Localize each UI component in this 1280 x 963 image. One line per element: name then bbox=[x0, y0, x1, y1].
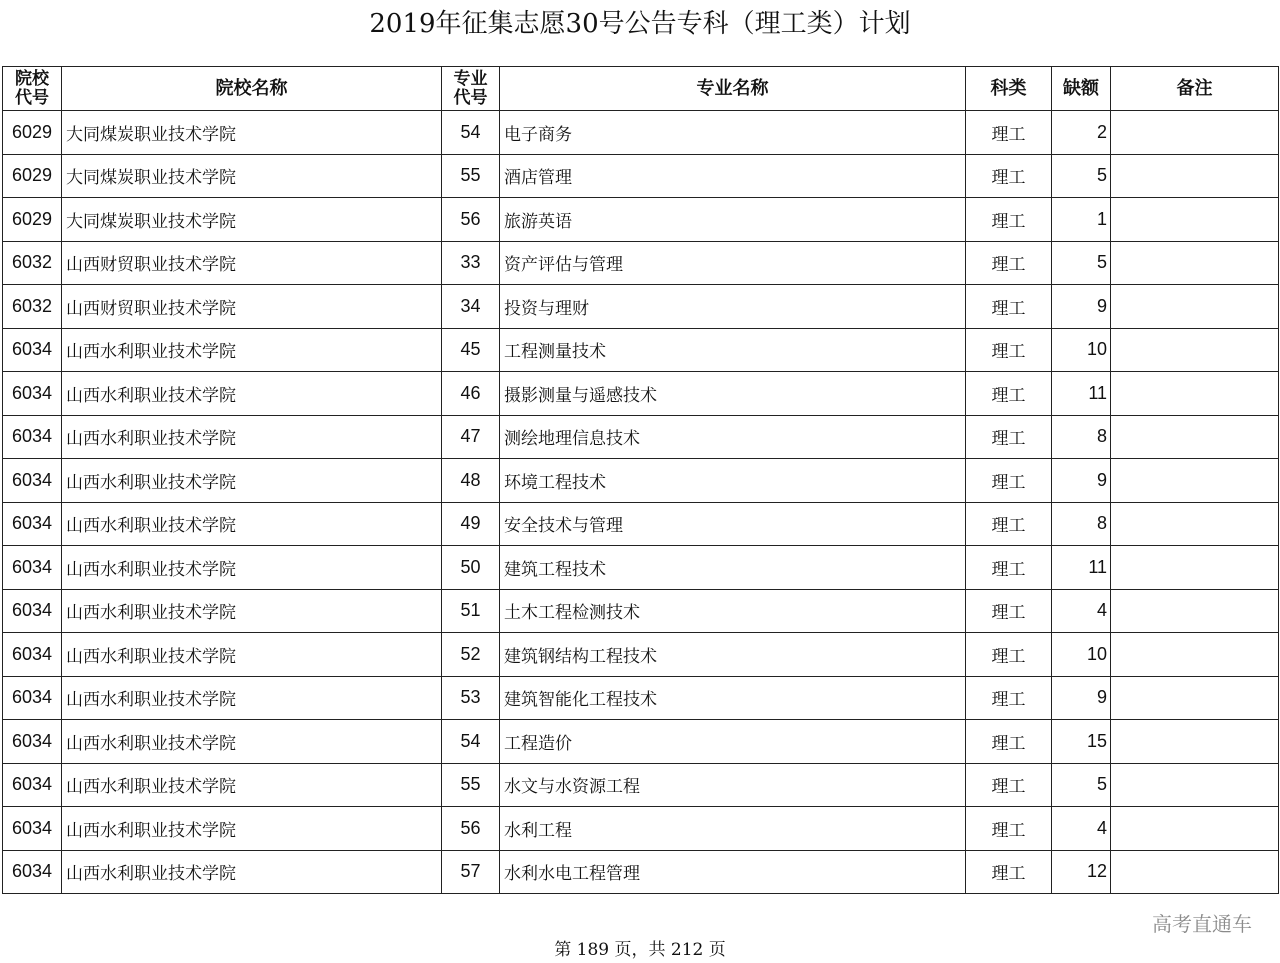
cell-category: 理工 bbox=[966, 807, 1052, 851]
cell-major-name: 工程造价 bbox=[500, 720, 966, 764]
cell-note bbox=[1111, 285, 1279, 329]
cell-school-name: 山西水利职业技术学院 bbox=[62, 676, 442, 720]
cell-major-name: 安全技术与管理 bbox=[500, 502, 966, 546]
cell-quota: 5 bbox=[1052, 241, 1111, 285]
cell-major-code: 54 bbox=[442, 111, 500, 155]
cell-school-name: 山西水利职业技术学院 bbox=[62, 328, 442, 372]
table-row bbox=[3, 720, 1279, 764]
cell-category: 理工 bbox=[966, 372, 1052, 416]
header-note: 备注 bbox=[1111, 67, 1279, 111]
cell-major-code: 56 bbox=[442, 807, 500, 851]
cell-major-name: 环境工程技术 bbox=[500, 459, 966, 503]
table-row bbox=[3, 241, 1279, 285]
cell-quota: 4 bbox=[1052, 807, 1111, 851]
cell-school-name: 山西水利职业技术学院 bbox=[62, 720, 442, 764]
cell-note bbox=[1111, 502, 1279, 546]
cell-school-name: 大同煤炭职业技术学院 bbox=[62, 111, 442, 155]
cell-school-code: 6034 bbox=[3, 459, 62, 503]
cell-major-code: 50 bbox=[442, 546, 500, 590]
cell-school-name: 山西水利职业技术学院 bbox=[62, 459, 442, 503]
cell-quota: 1 bbox=[1052, 198, 1111, 242]
page-footer: 第 189 页，共 212 页 bbox=[554, 940, 726, 960]
cell-school-code: 6034 bbox=[3, 372, 62, 416]
cell-major-code: 51 bbox=[442, 589, 500, 633]
cell-category: 理工 bbox=[966, 589, 1052, 633]
cell-major-code: 57 bbox=[442, 850, 500, 894]
cell-quota: 11 bbox=[1052, 546, 1111, 590]
table-row bbox=[3, 763, 1279, 807]
cell-major-name: 土木工程检测技术 bbox=[500, 589, 966, 633]
cell-school-code: 6029 bbox=[3, 154, 62, 198]
cell-category: 理工 bbox=[966, 328, 1052, 372]
cell-category: 理工 bbox=[966, 546, 1052, 590]
cell-category: 理工 bbox=[966, 111, 1052, 155]
cell-category: 理工 bbox=[966, 720, 1052, 764]
cell-major-code: 46 bbox=[442, 372, 500, 416]
cell-note bbox=[1111, 763, 1279, 807]
table-row bbox=[3, 546, 1279, 590]
table-row bbox=[3, 154, 1279, 198]
cell-quota: 10 bbox=[1052, 633, 1111, 677]
watermark: 高考直通车 bbox=[1152, 912, 1252, 936]
cell-school-code: 6034 bbox=[3, 633, 62, 677]
page-title: 2019年征集志愿30号公告专科（理工类）计划 bbox=[369, 9, 911, 39]
cell-major-name: 测绘地理信息技术 bbox=[500, 415, 966, 459]
table-body bbox=[3, 111, 1279, 894]
cell-school-name: 山西水利职业技术学院 bbox=[62, 546, 442, 590]
cell-school-name: 山西水利职业技术学院 bbox=[62, 372, 442, 416]
cell-school-name: 山西水利职业技术学院 bbox=[62, 589, 442, 633]
cell-quota: 4 bbox=[1052, 589, 1111, 633]
cell-quota: 8 bbox=[1052, 502, 1111, 546]
cell-major-name: 摄影测量与遥感技术 bbox=[500, 372, 966, 416]
cell-quota: 5 bbox=[1052, 763, 1111, 807]
cell-school-code: 6034 bbox=[3, 502, 62, 546]
table-row bbox=[3, 850, 1279, 894]
cell-school-code: 6032 bbox=[3, 241, 62, 285]
table-row bbox=[3, 633, 1279, 677]
cell-school-code: 6034 bbox=[3, 807, 62, 851]
cell-major-code: 48 bbox=[442, 459, 500, 503]
cell-note bbox=[1111, 372, 1279, 416]
cell-category: 理工 bbox=[966, 763, 1052, 807]
cell-major-code: 52 bbox=[442, 633, 500, 677]
header-school-code-line2: 代号 bbox=[15, 87, 49, 108]
cell-note bbox=[1111, 241, 1279, 285]
cell-school-code: 6034 bbox=[3, 546, 62, 590]
table-row bbox=[3, 459, 1279, 503]
cell-note bbox=[1111, 459, 1279, 503]
cell-note bbox=[1111, 546, 1279, 590]
header-major-code bbox=[442, 67, 500, 111]
cell-category: 理工 bbox=[966, 502, 1052, 546]
cell-quota: 11 bbox=[1052, 372, 1111, 416]
table-row bbox=[3, 198, 1279, 242]
cell-category: 理工 bbox=[966, 198, 1052, 242]
cell-major-name: 投资与理财 bbox=[500, 285, 966, 329]
cell-school-name: 山西水利职业技术学院 bbox=[62, 502, 442, 546]
cell-quota: 12 bbox=[1052, 850, 1111, 894]
cell-school-name: 山西财贸职业技术学院 bbox=[62, 241, 442, 285]
cell-major-name: 建筑钢结构工程技术 bbox=[500, 633, 966, 677]
cell-note bbox=[1111, 633, 1279, 677]
header-category: 科类 bbox=[966, 67, 1052, 111]
cell-school-code: 6029 bbox=[3, 111, 62, 155]
table-row bbox=[3, 111, 1279, 155]
header-school-code bbox=[3, 67, 62, 111]
table-header-row bbox=[3, 67, 1279, 111]
cell-school-name: 山西财贸职业技术学院 bbox=[62, 285, 442, 329]
cell-quota: 9 bbox=[1052, 676, 1111, 720]
cell-school-name: 大同煤炭职业技术学院 bbox=[62, 198, 442, 242]
cell-school-code: 6034 bbox=[3, 676, 62, 720]
cell-major-name: 资产评估与管理 bbox=[500, 241, 966, 285]
table-row bbox=[3, 415, 1279, 459]
cell-major-code: 53 bbox=[442, 676, 500, 720]
table-row bbox=[3, 589, 1279, 633]
cell-major-name: 水利工程 bbox=[500, 807, 966, 851]
cell-major-code: 54 bbox=[442, 720, 500, 764]
cell-school-code: 6032 bbox=[3, 285, 62, 329]
cell-major-code: 34 bbox=[442, 285, 500, 329]
header-major-name: 专业名称 bbox=[500, 67, 966, 111]
cell-major-name: 电子商务 bbox=[500, 111, 966, 155]
cell-major-code: 47 bbox=[442, 415, 500, 459]
cell-quota: 15 bbox=[1052, 720, 1111, 764]
cell-school-code: 6034 bbox=[3, 589, 62, 633]
cell-note bbox=[1111, 328, 1279, 372]
cell-major-name: 建筑智能化工程技术 bbox=[500, 676, 966, 720]
cell-note bbox=[1111, 850, 1279, 894]
cell-note bbox=[1111, 111, 1279, 155]
cell-category: 理工 bbox=[966, 415, 1052, 459]
table-row bbox=[3, 372, 1279, 416]
cell-major-name: 水利水电工程管理 bbox=[500, 850, 966, 894]
cell-school-name: 山西水利职业技术学院 bbox=[62, 763, 442, 807]
cell-school-name: 山西水利职业技术学院 bbox=[62, 807, 442, 851]
cell-school-name: 山西水利职业技术学院 bbox=[62, 633, 442, 677]
header-major-code-line2: 代号 bbox=[453, 87, 488, 108]
table-row bbox=[3, 676, 1279, 720]
cell-school-code: 6034 bbox=[3, 763, 62, 807]
cell-major-name: 酒店管理 bbox=[500, 154, 966, 198]
cell-category: 理工 bbox=[966, 154, 1052, 198]
cell-school-name: 山西水利职业技术学院 bbox=[62, 415, 442, 459]
cell-school-code: 6034 bbox=[3, 720, 62, 764]
cell-major-name: 旅游英语 bbox=[500, 198, 966, 242]
cell-school-code: 6034 bbox=[3, 415, 62, 459]
cell-quota: 10 bbox=[1052, 328, 1111, 372]
header-quota: 缺额 bbox=[1052, 67, 1111, 111]
cell-note bbox=[1111, 154, 1279, 198]
cell-major-code: 49 bbox=[442, 502, 500, 546]
cell-school-name: 山西水利职业技术学院 bbox=[62, 850, 442, 894]
cell-note bbox=[1111, 807, 1279, 851]
cell-major-code: 56 bbox=[442, 198, 500, 242]
cell-quota: 5 bbox=[1052, 154, 1111, 198]
cell-school-code: 6034 bbox=[3, 328, 62, 372]
cell-category: 理工 bbox=[966, 676, 1052, 720]
header-major-code-line1: 专业 bbox=[453, 68, 488, 89]
table-row bbox=[3, 328, 1279, 372]
cell-quota: 2 bbox=[1052, 111, 1111, 155]
header-school-code-line1: 院校 bbox=[15, 68, 49, 89]
cell-note bbox=[1111, 720, 1279, 764]
cell-major-code: 55 bbox=[442, 763, 500, 807]
cell-note bbox=[1111, 589, 1279, 633]
cell-category: 理工 bbox=[966, 459, 1052, 503]
cell-note bbox=[1111, 415, 1279, 459]
header-school-name: 院校名称 bbox=[62, 67, 442, 111]
cell-major-name: 水文与水资源工程 bbox=[500, 763, 966, 807]
cell-quota: 9 bbox=[1052, 459, 1111, 503]
cell-major-code: 45 bbox=[442, 328, 500, 372]
cell-school-code: 6034 bbox=[3, 850, 62, 894]
table-row bbox=[3, 502, 1279, 546]
cell-category: 理工 bbox=[966, 850, 1052, 894]
cell-major-code: 33 bbox=[442, 241, 500, 285]
table-row bbox=[3, 285, 1279, 329]
cell-major-name: 工程测量技术 bbox=[500, 328, 966, 372]
cell-note bbox=[1111, 198, 1279, 242]
cell-quota: 9 bbox=[1052, 285, 1111, 329]
cell-major-name: 建筑工程技术 bbox=[500, 546, 966, 590]
cell-category: 理工 bbox=[966, 285, 1052, 329]
cell-note bbox=[1111, 676, 1279, 720]
table-row bbox=[3, 807, 1279, 851]
cell-major-code: 55 bbox=[442, 154, 500, 198]
cell-school-name: 大同煤炭职业技术学院 bbox=[62, 154, 442, 198]
cell-school-code: 6029 bbox=[3, 198, 62, 242]
plan-table bbox=[2, 66, 1279, 894]
cell-category: 理工 bbox=[966, 241, 1052, 285]
cell-quota: 8 bbox=[1052, 415, 1111, 459]
cell-category: 理工 bbox=[966, 633, 1052, 677]
